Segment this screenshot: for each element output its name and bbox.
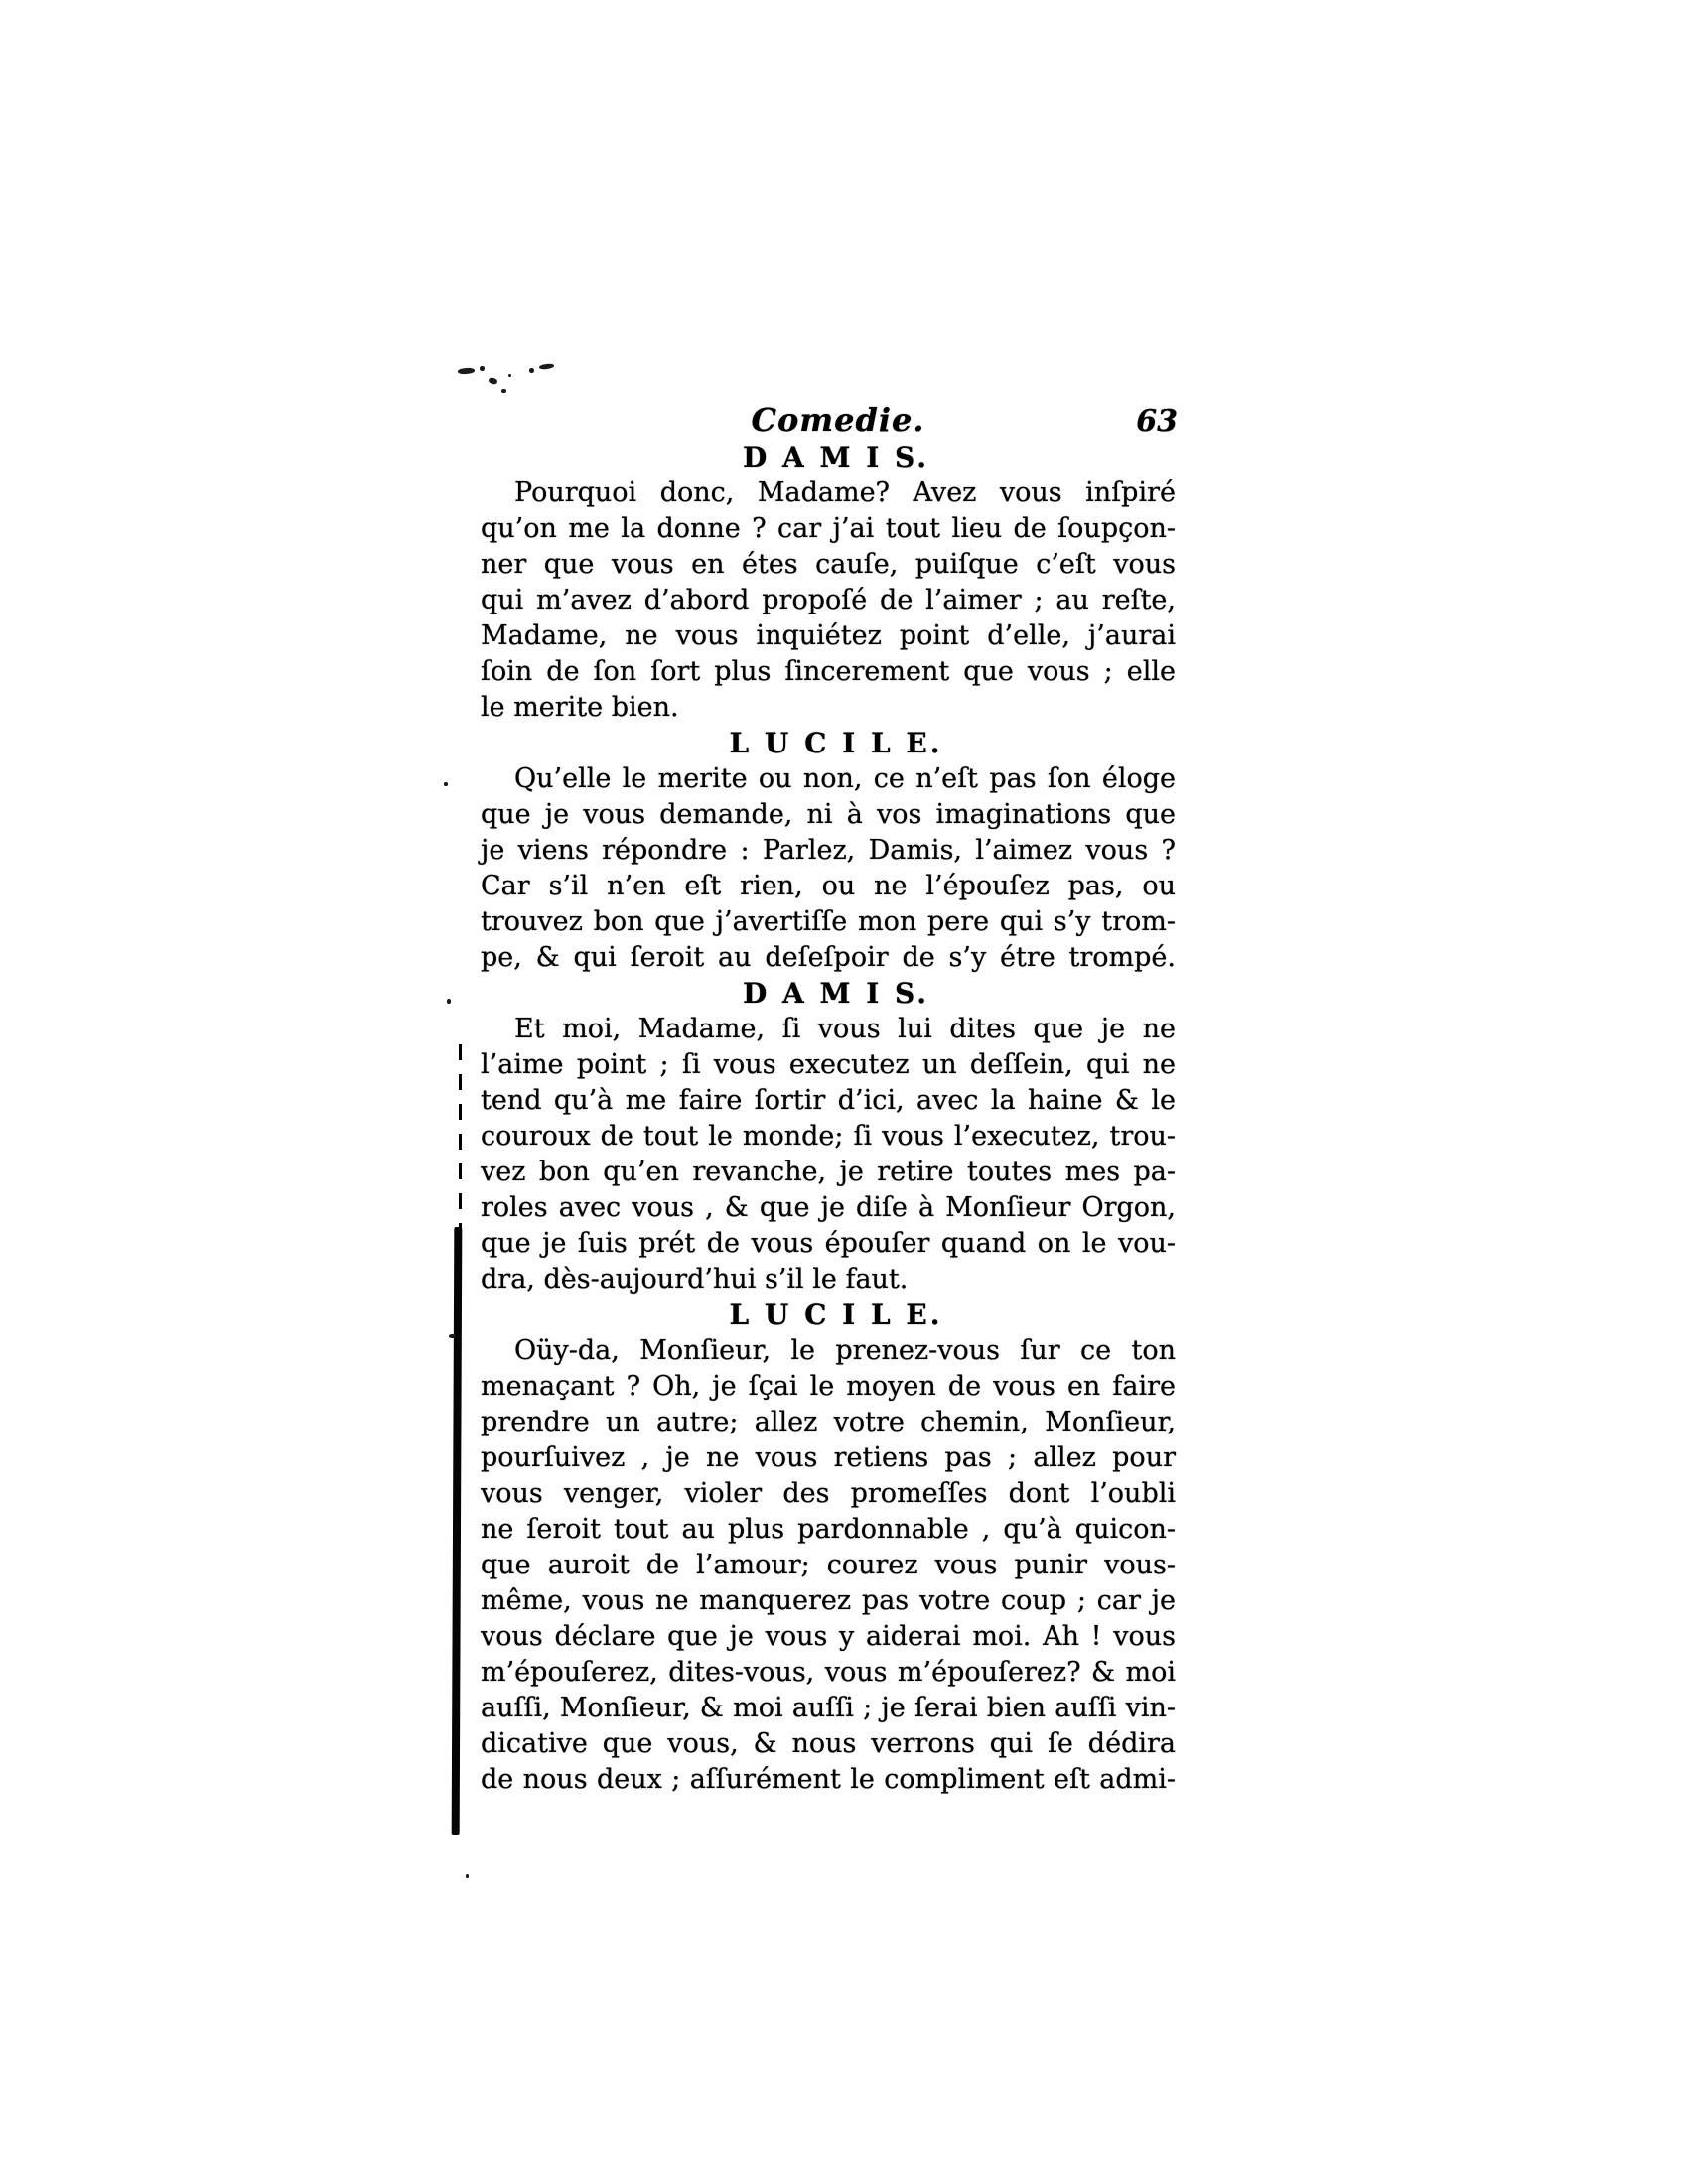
- text-line: [481, 833, 1176, 869]
- text-line: [481, 1512, 1176, 1548]
- text-line-content: tend qu’à me faire ſortir d’ici, avec la haine & le: [481, 1085, 1176, 1116]
- text-line: [481, 583, 1176, 618]
- page-number: 63: [1136, 404, 1178, 439]
- text-line: [481, 1440, 1176, 1476]
- text-line: [481, 761, 1176, 797]
- text-line-content: trouvez bon que j’avertiſſe mon pere qui s’y trom-: [481, 906, 1176, 937]
- text-line-content: pe, & qui ſeroit au deſeſpoir de s’y étre trompé.: [481, 942, 1176, 973]
- text-line-content: vous venger, violer des promeſſes dont l’oubli: [481, 1478, 1176, 1509]
- text-line-content: qu’on me la donne ? car j’ai tout lieu de ſoupçon-: [481, 513, 1176, 544]
- text-line: [481, 1119, 1176, 1155]
- text-line: [481, 1762, 1176, 1798]
- running-header: Comedie.: [751, 401, 925, 439]
- text-line: [481, 547, 1176, 583]
- text-line-content: de nous deux ; aſſurément le compliment eſt admi-: [481, 1764, 1177, 1795]
- text-line-content: pourſuivez , je ne vous retiens pas ; allez pour: [481, 1442, 1176, 1473]
- text-line: [481, 618, 1176, 654]
- text-line-content: Madame, ne vous inquiétez point d’elle, j’aurai: [481, 620, 1176, 651]
- text-line-content: l’aime point ; ſi vous executez un deſſein, qui ne: [481, 1049, 1177, 1080]
- text-line: [481, 1047, 1176, 1083]
- speaker-heading: D A M I S.: [742, 441, 930, 474]
- speech: [481, 440, 1176, 726]
- text-line: [481, 940, 1176, 976]
- text-line: [481, 904, 1176, 940]
- text-line: [481, 1190, 1176, 1226]
- text-line: [481, 1155, 1176, 1190]
- speaker-heading: L U C I L E.: [729, 1298, 943, 1331]
- text-line-content: Qu’elle le merite ou non, ce n’eſt pas ſon éloge: [514, 763, 1176, 794]
- ink-smudge: [501, 389, 506, 393]
- text-line: [481, 1083, 1176, 1119]
- text-line-content: Pourquoi donc, Madame? Avez vous inſpiré: [514, 478, 1176, 508]
- speaker-heading: L U C I L E.: [729, 727, 943, 759]
- text-line-content: que je vous demande, ni à vos imaginations que: [481, 799, 1176, 830]
- speech: [481, 976, 1176, 1297]
- ink-smudge: [529, 368, 534, 373]
- text-line-content: prendre un autre; allez votre chemin, Monſieur,: [481, 1407, 1176, 1437]
- ink-smudge: [480, 366, 485, 371]
- speech: [481, 1297, 1176, 1798]
- text-line-content: le merite bien.: [481, 692, 679, 723]
- text-line: [481, 1726, 1176, 1762]
- text-line: [481, 511, 1176, 547]
- text-line-content: roles avec vous , & que je diſe à Monſieur Orgon,: [481, 1192, 1176, 1223]
- speaker-heading: D A M I S.: [742, 977, 930, 1010]
- text-line: [481, 1691, 1176, 1726]
- scan-artifact-line-dotted: [459, 1044, 462, 1229]
- text-line: [481, 1012, 1176, 1047]
- ink-speck: [444, 782, 448, 786]
- text-line: [481, 869, 1176, 904]
- text-line-content: menaçant ? Oh, je ſçai le moyen de vous en faire: [481, 1371, 1176, 1402]
- text-line-content: Oüy-da, Monſieur, le prenez-vous ſur ce ton: [514, 1335, 1176, 1366]
- text-line: [481, 797, 1176, 833]
- text-line: [481, 1655, 1176, 1691]
- text-line-content: vez bon qu’en revanche, je retire toutes mes pa-: [481, 1157, 1176, 1187]
- speech: [481, 726, 1176, 976]
- text-line-content: ſoin de ſon ſort plus ſincerement que vous ; elle: [481, 656, 1176, 687]
- text-line: [481, 476, 1176, 511]
- text-line: [481, 1333, 1176, 1369]
- page-header: [481, 400, 1176, 440]
- text-line-content: que auroit de l’amour; courez vous punir vous-: [481, 1550, 1176, 1580]
- text-line-content: Car s’il n’en eſt rien, ou ne l’épouſez pas, ou: [481, 871, 1176, 901]
- text-line-content: ne ſeroit tout au plus pardonnable , qu’à quicon-: [481, 1514, 1176, 1545]
- ink-speck: [447, 999, 451, 1004]
- text-line-content: couroux de tout le monde; ſi vous l’executez, trou-: [481, 1121, 1176, 1152]
- text-line: [481, 1476, 1176, 1512]
- ink-smudge: [539, 363, 554, 370]
- ink-speck: [466, 1874, 469, 1878]
- ink-smudge: [458, 367, 475, 374]
- text-line-content: dicative que vous, & nous verrons qui ſe dédira: [481, 1728, 1176, 1759]
- scan-artifact-line: [452, 1227, 463, 1835]
- text-line-content: dra, dès-aujourd’hui s’il le faut.: [481, 1264, 909, 1295]
- text-line: [481, 1369, 1176, 1405]
- text-line-content: même, vous ne manquerez pas votre coup ; car je: [481, 1585, 1176, 1616]
- text-line: [481, 1262, 1176, 1297]
- text-line: [481, 1405, 1176, 1440]
- text-line-content: auſſi, Monſieur, & moi auſſi ; je ſerai bien auſſi vin-: [481, 1693, 1176, 1723]
- ink-speck: [449, 1334, 456, 1338]
- dialogue: [481, 440, 1176, 1798]
- text-line-content: Et moi, Madame, ſi vous lui dites que je ne: [514, 1014, 1176, 1044]
- text-line-content: je viens répondre : Parlez, Damis, l’aimez vous ?: [481, 835, 1176, 866]
- text-line-content: m’épouſerez, dites-vous, vous m’épouſerez? & moi: [481, 1657, 1176, 1688]
- text-line-content: qui m’avez d’abord propoſé de l’aimer ; au reſte,: [481, 585, 1176, 615]
- ink-smudge: [508, 374, 511, 377]
- text-line: [481, 654, 1176, 690]
- text-line: [481, 690, 1176, 726]
- text-block: [481, 400, 1176, 1798]
- text-line-content: vous déclare que je vous y aiderai moi. Ah ! vous: [481, 1621, 1176, 1652]
- text-line: [481, 1619, 1176, 1655]
- text-line: [481, 1548, 1176, 1583]
- text-line-content: ner que vous en étes cauſe, puiſque c’eſt vous: [481, 549, 1176, 580]
- text-line-content: que je ſuis prét de vous épouſer quand on le vou-: [481, 1228, 1176, 1259]
- ink-smudge: [488, 377, 497, 385]
- text-line: [481, 1583, 1176, 1619]
- text-line: [481, 1226, 1176, 1262]
